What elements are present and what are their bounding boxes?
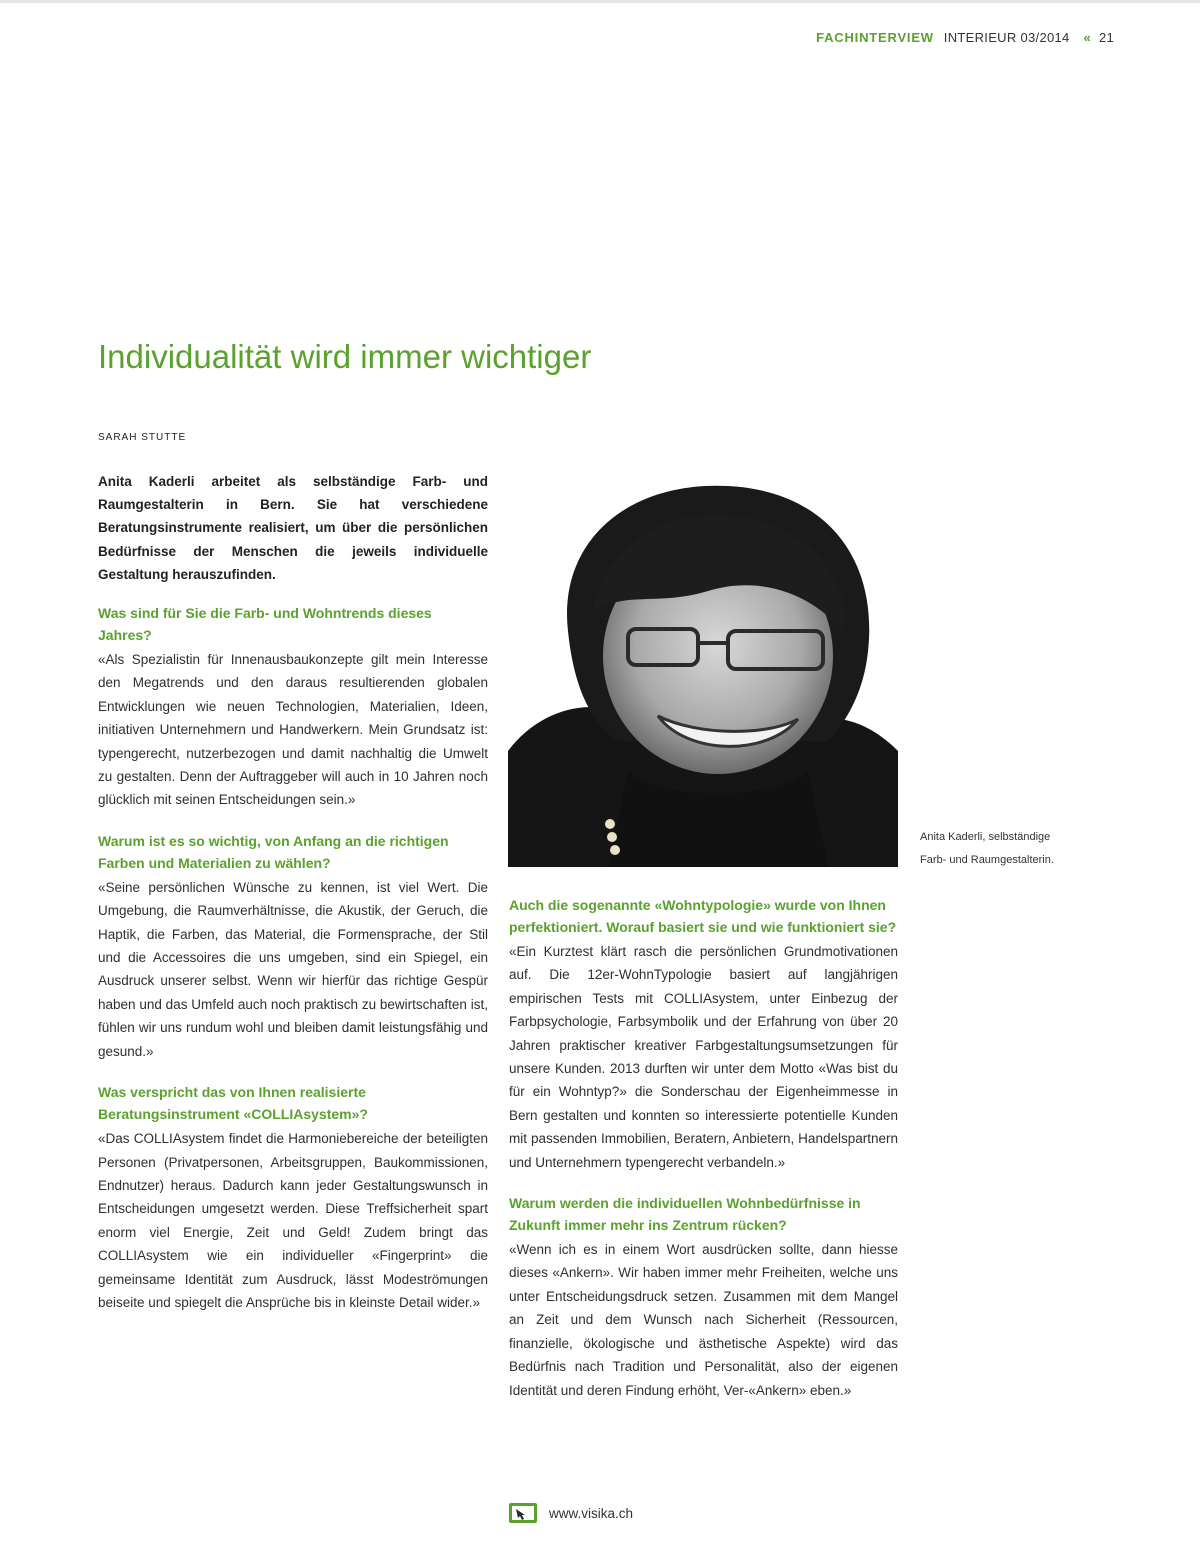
photo-caption-line-1: Anita Kaderli, selbständige: [920, 831, 1051, 843]
photo-caption: [920, 826, 1110, 872]
answer-3: «Das COLLIAsystem findet die Harmoniebereiche der beteiligten Personen (Privatpersonen, Arbeitsgruppen, Baukommissionen, Endnutzer) heraus. Dadurch kann jeder Gestaltungswunsch in Entscheidungen umgesetzt werden. Diese Treffsicherheit spart enorm viel Energie, Zeit und Geld! Zudem bringt das COLLIAsystem wie ein individueller «Fingerprint» die gemeinsame Identität zum Ausdruck, lässt Modeströmungen beiseite und spiegelt die Ansprüche bis in kleinste Detail wider.»: [98, 1131, 488, 1310]
answer-2: «Seine persönlichen Wünsche zu kennen, ist viel Wert. Die Umgebung, die Raumverhältnisse, die Akustik, der Geruch, die Haptik, die Farben, das Material, die Formensprache, der Stil und die Accessoires die uns umgeben, sind ein Spiegel, ein Ausdruck unserer selbst. Wenn wir hierfür das richtige Gespür haben und das Umfeld auch noch praktisch zu bewirtschaften ist, fühlen wir uns rundum wohl und bleiben damit leistungsfähig und gesund.»: [98, 879, 488, 1059]
header-issue: INTERIEUR 03/2014: [943, 30, 1070, 45]
header-section: FACHINTERVIEW: [816, 30, 934, 45]
web-link-icon: [509, 1503, 537, 1523]
portrait-illustration: [508, 481, 898, 867]
photo-caption-line-2: Farb- und Raumgestalterin.: [920, 854, 1054, 866]
answer-4: «Ein Kurztest klärt rasch die persönlichen Grundmotivationen auf. Die 12er-WohnTypologie basiert auf langjährigen empirischen Tests mit COLLIAsystem, unter Einbezug der Farbpsychologie, Farbsymbolik und der Erfahrung von über 20 Jahren praktischer kreativer Farbgestaltungsumsetzungen für unsere Kunden. 2013 durften wir unter dem Motto «Was bist du für ein Wohntyp?» die Sonderschau der Eigenheimmesse in Bern gestalten und konnten so interessierte potentielle Kunden mit passenden Immobilien, Beratern, Anbietern, Handelspartnern und Unternehmern typengerecht verbandeln.»: [509, 944, 898, 1170]
left-column: [98, 470, 488, 1332]
article-author: SARAH STUTTE: [98, 432, 187, 443]
portrait-photo: [508, 481, 898, 867]
article-title: Individualität wird immer wichtiger: [98, 338, 592, 375]
question-5: Warum werden die individuellen Wohnbedürfnisse in Zukunft immer mehr ins Zentrum rücken?: [509, 1195, 861, 1234]
question-4: Auch die sogenannte «Wohntypologie» wurde von Ihnen perfektioniert. Worauf basiert sie und wie funktioniert sie?: [509, 897, 897, 935]
right-column: [509, 894, 898, 1420]
page-top-rule: [0, 0, 1200, 3]
question-2: Warum ist es so wichtig, von Anfang an die richtigen Farben und Materialien zu wählen?: [98, 832, 449, 871]
header-guillemet-icon: «: [1083, 30, 1092, 45]
answer-5: «Wenn ich es in einem Wort ausdrücken sollte, dann hiesse dieses «Ankern». Wir haben immer mehr Freiheiten, welche uns unter Entscheidungsdruck setzen. Zusammen mit dem Mangel an Zeit und dem Wunsch nach Sicherheit (Ressourcen, finanzielle, ökologische und ästhetische Aspekte) wird das Bedürfnis nach Tradition und Personalität, also der eigenen Identität und deren Findung erhöht, Ver-«Ankern» eben.»: [509, 1242, 898, 1398]
page-number: 21: [1098, 30, 1114, 45]
question-1: Was sind für Sie die Farb- und Wohntrends dieses Jahres?: [98, 605, 432, 644]
running-header: [816, 30, 1114, 45]
question-3: Was verspricht das von Ihnen realisierte Beratungsinstrument «COLLIAsystem»?: [98, 1084, 368, 1123]
answer-1: «Als Spezialistin für Innenausbaukonzepte gilt mein Interesse den Megatrends und den daraus resultierenden globalen Entwicklungen wie neuen Technologien, Materialien, Ideen, initiativen Unternehmern und Handwerkern. Mein Grundsatz ist: typengerecht, nutzerbezogen und damit nachhaltig die Umwelt zu gestalten. Denn der Auftraggeber will auch in 10 Jahren noch glücklich mit seinen Entscheidungen sein.»: [98, 652, 488, 808]
web-link[interactable]: [509, 1503, 633, 1523]
web-link-url[interactable]: www.visika.ch: [549, 1505, 634, 1521]
article-lead: Anita Kaderli arbeitet als selbständige Farb- und Raumgestalterin in Bern. Sie hat verschiedene Beratungsinstrumente realisiert, um über die persönlichen Bedürfnisse der Menschen die jeweils individuelle Gestaltung herauszufinden.: [98, 474, 488, 582]
